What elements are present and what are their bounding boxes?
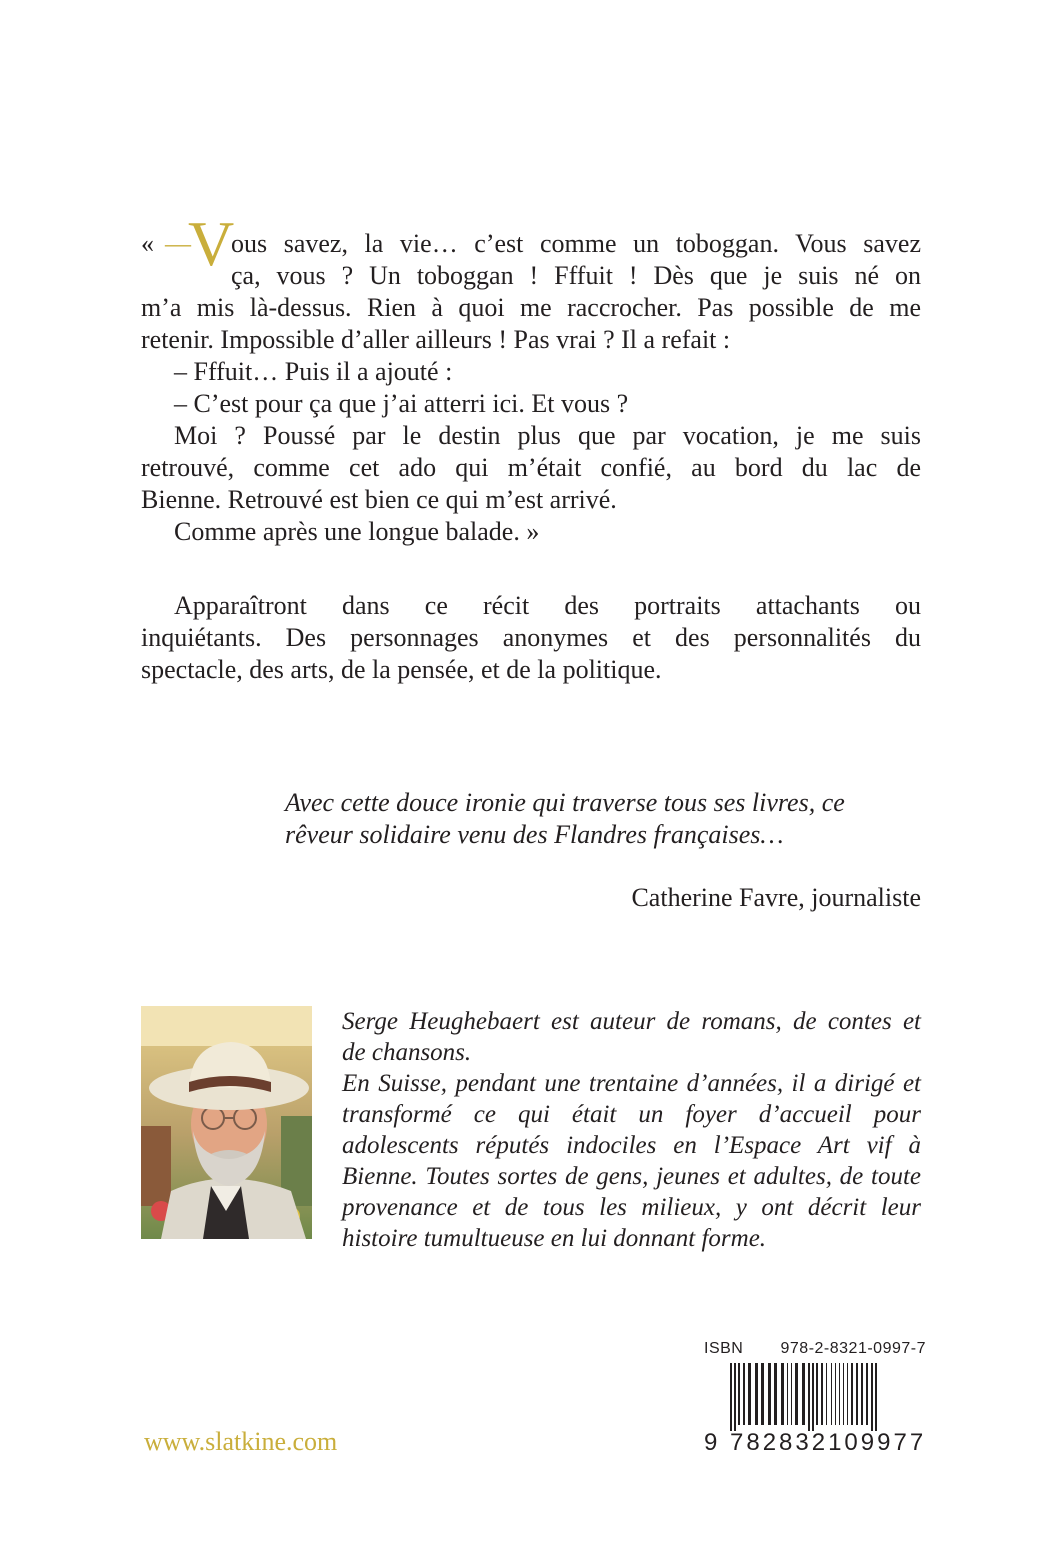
barcode-first-digit: 9 bbox=[704, 1429, 720, 1456]
bio-line: En Suisse, pendant une trentaine d’années, il a dirigé et bbox=[342, 1070, 921, 1097]
barcode-bar bbox=[781, 1363, 784, 1425]
excerpt-line: ça, vous ? Un toboggan ! Fffuit ! Dès que je suis né on bbox=[231, 261, 921, 290]
bio-line: transformé ce qui était un foyer d’accueil pour bbox=[342, 1101, 921, 1128]
barcode-guard-bar bbox=[812, 1363, 814, 1431]
barcode-guard-bar bbox=[808, 1363, 810, 1431]
excerpt-line: – Fffuit… Puis il a ajouté : bbox=[174, 357, 453, 386]
review-line: Avec cette douce ironie qui traverse tous ses livres, ce bbox=[285, 788, 845, 817]
bio-line: de chansons. bbox=[342, 1039, 472, 1066]
author-bio bbox=[342, 1006, 921, 1254]
barcode-bar bbox=[835, 1363, 836, 1425]
barcode-bar bbox=[743, 1363, 745, 1425]
barcode bbox=[704, 1363, 926, 1431]
barcode-bar bbox=[768, 1363, 771, 1425]
barcode-bar bbox=[774, 1363, 777, 1425]
barcode-bars bbox=[730, 1363, 877, 1431]
barcode-bar bbox=[791, 1363, 792, 1425]
barcode-bar bbox=[826, 1363, 827, 1425]
author-portrait-illustration bbox=[141, 1006, 312, 1239]
barcode-bar bbox=[866, 1363, 868, 1425]
barcode-bar bbox=[821, 1363, 823, 1425]
author-photo bbox=[141, 1006, 312, 1239]
bio-line: Bienne. Toutes sortes de gens, jeunes et adultes, de toute bbox=[342, 1163, 921, 1190]
excerpt-line: retrouvé, comme cet ado qui m’était confié, au bord du lac de bbox=[141, 453, 921, 482]
bio-line: adolescents réputés indociles en l’Espace Art vif à bbox=[342, 1132, 921, 1159]
open-quote: « bbox=[141, 229, 154, 258]
barcode-digits: 782832109977 bbox=[730, 1429, 927, 1456]
website-link[interactable]: www.slatkine.com bbox=[144, 1427, 338, 1456]
bio-line: histoire tumultueuse en lui donnant forme. bbox=[342, 1225, 767, 1252]
excerpt-block bbox=[141, 208, 921, 548]
isbn-number: 978-2-8321-0997-7 bbox=[780, 1340, 926, 1357]
excerpt-line: – C’est pour ça que j’ai atterri ici. Et vous ? bbox=[174, 389, 629, 418]
excerpt-line: ous savez, la vie… c’est comme un toboggan. Vous savez bbox=[231, 229, 921, 258]
barcode-bar bbox=[761, 1363, 764, 1425]
isbn-label: ISBN bbox=[704, 1340, 744, 1357]
review-quote bbox=[285, 787, 921, 851]
barcode-guard-bar bbox=[730, 1363, 732, 1431]
barcode-bar bbox=[847, 1363, 848, 1425]
barcode-bar bbox=[802, 1363, 805, 1425]
barcode-guard-bar bbox=[875, 1363, 877, 1431]
barcode-guard-bar bbox=[871, 1363, 873, 1431]
barcode-bar bbox=[839, 1363, 840, 1425]
review-attribution: Catherine Favre, journaliste bbox=[631, 883, 921, 912]
summary-line: inquiétants. Des personnages anonymes et des personnalités du bbox=[141, 623, 921, 652]
review-line: rêveur solidaire venu des Flandres françaises… bbox=[285, 820, 784, 849]
barcode-bar bbox=[748, 1363, 751, 1425]
summary-block bbox=[141, 590, 921, 686]
summary-line: spectacle, des arts, de la pensée, et de la politique. bbox=[141, 655, 662, 684]
drop-cap-letter: V bbox=[188, 208, 235, 279]
excerpt-line: retenir. Impossible d’aller ailleurs ! Pas vrai ? Il a refait : bbox=[141, 325, 731, 354]
barcode-bar bbox=[861, 1363, 863, 1425]
barcode-bar bbox=[851, 1363, 853, 1425]
summary-line: Apparaîtront dans ce récit des portraits attachants ou bbox=[174, 591, 921, 620]
excerpt-line: m’a mis là-dessus. Rien à quoi me raccrocher. Pas possible de me bbox=[141, 293, 921, 322]
barcode-bar bbox=[856, 1363, 858, 1425]
barcode-bar bbox=[755, 1363, 758, 1425]
barcode-bar bbox=[795, 1363, 798, 1425]
barcode-bar bbox=[831, 1363, 832, 1425]
barcode-bar bbox=[738, 1363, 740, 1425]
isbn-line bbox=[704, 1340, 926, 1358]
barcode-bar bbox=[787, 1363, 788, 1425]
excerpt-line: Moi ? Poussé par le destin plus que par vocation, je me suis bbox=[174, 421, 921, 450]
bio-line: provenance et de tous les milieux, y ont décrit leur bbox=[342, 1194, 921, 1221]
excerpt-line: Bienne. Retrouvé est bien ce qui m’est arrivé. bbox=[141, 485, 617, 514]
barcode-guard-bar bbox=[734, 1363, 736, 1431]
bio-line: Serge Heughebaert est auteur de romans, de contes et bbox=[342, 1008, 921, 1035]
dialogue-dash: — bbox=[165, 229, 191, 258]
barcode-bar bbox=[816, 1363, 818, 1425]
excerpt-line: Comme après une longue balade. » bbox=[174, 517, 540, 546]
barcode-bar bbox=[843, 1363, 844, 1425]
